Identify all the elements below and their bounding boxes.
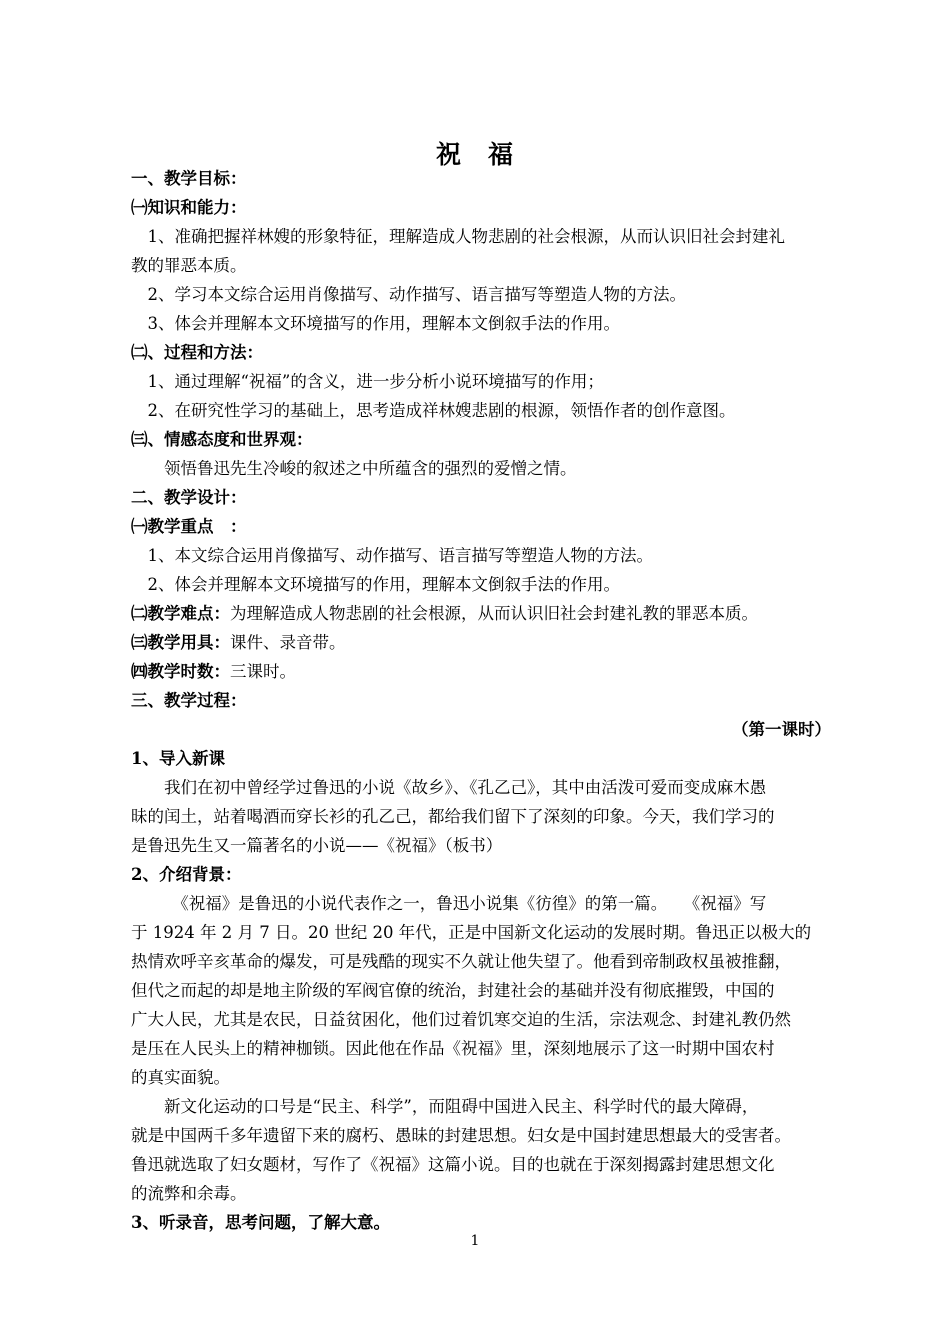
line-text: ㈢、情感态度和世界观：: [131, 430, 313, 449]
line-text: 鲁迅就选取了妇女题材，写作了《祝福》这篇小说。目的也就在于深刻揭露封建思想文化: [131, 1155, 775, 1174]
line-text: ㈡、过程和方法：: [131, 343, 263, 362]
line-text: 领悟鲁迅先生冷峻的叙述之中所蕴含的强烈的爱憎之情。: [131, 459, 577, 478]
text-line: [131, 430, 881, 450]
line-text: 的真实面貌。: [131, 1068, 230, 1087]
text-line: [131, 691, 881, 711]
line-text: 2、体会并理解本文环境描写的作用，理解本文倒叙手法的作用。: [131, 575, 620, 594]
text-line: [131, 227, 881, 247]
line-text: 课件、录音带。: [230, 633, 346, 652]
text-line: [131, 865, 881, 885]
line-text: 是鲁迅先生又一篇著名的小说——《祝福》（板书）: [131, 836, 503, 855]
line-text: ㈠教学重点 ：: [131, 517, 247, 536]
line-text: 1、通过理解“祝福”的含义，进一步分析小说环境描写的作用；: [131, 372, 604, 391]
text-line: [131, 575, 881, 595]
text-line: [131, 517, 881, 537]
line-text: 1、本文综合运用肖像描写、动作描写、语言描写等塑造人物的方法。: [131, 546, 653, 565]
text-line: [131, 372, 881, 392]
text-line: [131, 720, 831, 740]
line-label: ㈡教学难点：: [131, 604, 230, 623]
line-text: 就是中国两千多年遗留下来的腐朽、愚昧的封建思想。妇女是中国封建思想最大的受害者。: [131, 1126, 791, 1145]
line-text: 我们在初中曾经学过鲁迅的小说《故乡》、《孔乙己》，其中由活泼可爱而变成麻木愚: [131, 778, 767, 797]
text-line: [131, 981, 881, 1001]
text-line: [131, 401, 881, 421]
line-text: 热情欢呼辛亥革命的爆发，可是残酷的现实不久就让他失望了。他看到帝制政权虽被推翻，: [131, 952, 791, 971]
line-label: ㈢教学用具：: [131, 633, 230, 652]
text-line: [131, 343, 881, 363]
line-text: 为理解造成人物悲剧的社会根源，从而认识旧社会封建礼教的罪恶本质。: [230, 604, 758, 623]
line-text: 2、介绍背景：: [131, 865, 242, 884]
text-line: [131, 1126, 881, 1146]
text-line: [131, 662, 881, 682]
line-text: 3、体会并理解本文环境描写的作用，理解本文倒叙手法的作用。: [131, 314, 620, 333]
text-line: [131, 807, 881, 827]
line-text: 1、导入新课: [131, 749, 225, 768]
text-line: [131, 198, 881, 218]
text-line: [131, 894, 881, 914]
text-line: [131, 604, 881, 624]
line-text: 新文化运动的口号是“民主、科学”，而阻碍中国进入民主、科学时代的最大障碍，: [131, 1097, 759, 1116]
text-line: [131, 546, 881, 566]
line-text: 1、准确把握祥林嫂的形象特征，理解造成人物悲剧的社会根源，从而认识旧社会封建礼: [131, 227, 785, 246]
text-line: [131, 952, 881, 972]
line-text: ㈠知识和能力：: [131, 198, 247, 217]
text-line: [131, 778, 881, 798]
text-line: [131, 1213, 881, 1233]
line-text: 2、在研究性学习的基础上，思考造成祥林嫂悲剧的根源，领悟作者的创作意图。: [131, 401, 736, 420]
line-text: 2、学习本文综合运用肖像描写、动作描写、语言描写等塑造人物的方法。: [131, 285, 686, 304]
text-line: [131, 1155, 881, 1175]
text-line: [131, 314, 881, 334]
text-line: [131, 488, 881, 508]
text-line: [131, 285, 881, 305]
line-text: 于 1924 年 2 月 7 日。20 世纪 20 年代，正是中国新文化运动的发展时期。鲁迅正以极大的: [131, 923, 812, 942]
text-line: [131, 1097, 881, 1117]
text-line: [131, 749, 881, 769]
page-title: 祝 福: [435, 140, 514, 169]
text-line: [131, 923, 881, 943]
line-text: 3、听录音，思考问题，了解大意。: [131, 1213, 390, 1232]
text-line: [131, 1010, 881, 1030]
text-line: [131, 836, 881, 856]
line-text: 《祝福》是鲁迅的小说代表作之一，鲁迅小说集《彷徨》的第一篇。 《祝福》写: [131, 894, 767, 913]
text-line: [131, 459, 881, 479]
line-text: 三课时。: [230, 662, 296, 681]
text-line: [131, 633, 881, 653]
text-line: [131, 1039, 881, 1059]
line-text: 但代之而起的却是地主阶级的军阀官僚的统治，封建社会的基础并没有彻底摧毁，中国的: [131, 981, 775, 1000]
line-text: 是压在人民头上的精神枷锁。因此他在作品《祝福》里，深刻地展示了这一时期中国农村: [131, 1039, 775, 1058]
line-text: 一、教学目标：: [131, 169, 247, 188]
line-label: ㈣教学时数：: [131, 662, 230, 681]
line-text: 二、教学设计：: [131, 488, 247, 507]
line-text: 三、教学过程：: [131, 691, 247, 710]
text-line: [131, 169, 881, 189]
line-text: 的流弊和余毒。: [131, 1184, 247, 1203]
line-text: （第一课时）: [732, 720, 831, 739]
line-text: 教的罪恶本质。: [131, 256, 247, 275]
text-line: [131, 1068, 881, 1088]
page-number: 1: [470, 1233, 480, 1249]
line-text: 昧的闰土，站着喝酒而穿长衫的孔乙己，都给我们留下了深刻的印象。今天，我们学习的: [131, 807, 775, 826]
text-line: [131, 1184, 881, 1204]
text-line: [131, 256, 881, 276]
line-text: 广大人民，尤其是农民，日益贫困化，他们过着饥寒交迫的生活，宗法观念、封建礼教仍然: [131, 1010, 791, 1029]
